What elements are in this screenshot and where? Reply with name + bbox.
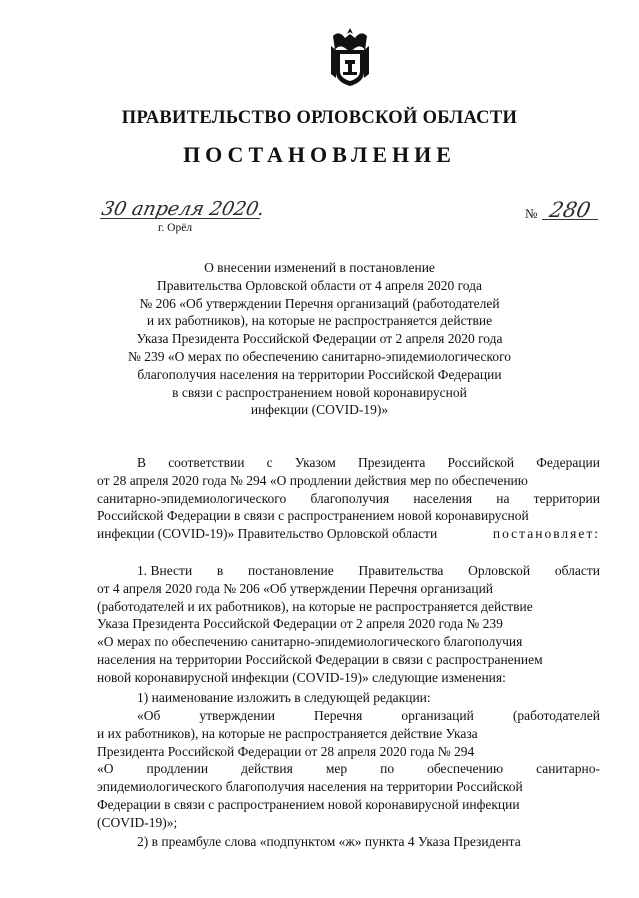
text-line (97, 598, 600, 616)
number-underline (542, 219, 598, 220)
coat-of-arms-icon (327, 26, 373, 90)
text-word: эпидемиологического благополучия населения на территории Российской (97, 779, 523, 795)
text-word: населения на территории Российской Федерации в связи с распространением (97, 651, 543, 667)
text-word: населения (413, 490, 473, 506)
document-type: ПОСТАНОВЛЕНИЕ (183, 142, 456, 167)
text-line (97, 454, 600, 472)
subject-line: Указа Президента Российской Федерации от 2 апреля 2020 года (136, 331, 503, 347)
text-line (97, 796, 600, 814)
text-word: на (496, 490, 510, 506)
text-word: (COVID-19)»; (97, 814, 178, 830)
text-word: Правительства (358, 563, 444, 578)
text-word: 2) в преамбуле слова «подпунктом «ж» пункта 4 Указа Президента (137, 834, 521, 849)
text-word: постановление (248, 563, 334, 578)
text-word: по (380, 761, 395, 777)
text-word: соответствии (168, 455, 245, 470)
handwritten-number: 280 (547, 198, 593, 222)
text-word: организаций (401, 708, 474, 723)
text-word: в (216, 563, 224, 578)
text-word: «О мерах по обеспечению санитарно-эпидемиологического благополучия (97, 634, 523, 650)
text-word: «Об (137, 708, 161, 723)
subject-line: О внесении изменений в постановление (204, 260, 435, 275)
text-word: 1. Внести (137, 563, 193, 578)
text-line (97, 633, 600, 651)
handwritten-date: 30 апреля 2020. (99, 198, 267, 220)
text-word: новой коронавирусной инфекции (COVID-19)» следующие изменения: (97, 669, 506, 685)
subject-line: № 239 «О мерах по обеспечению санитарно-эпидемиологического (127, 348, 512, 364)
subject-line: инфекции (COVID-19)» (250, 402, 389, 418)
date-underline (100, 218, 260, 219)
text-line (97, 525, 600, 543)
text-word: Президента Российской Федерации от 28 апреля 2020 года № 294 (97, 743, 475, 759)
sub-item-1-intro-text: 1) наименование изложить в следующей редакции: (137, 690, 431, 705)
text-word: Президента (358, 455, 426, 470)
text-word: (работодателей (512, 708, 600, 723)
text-line (97, 472, 600, 490)
text-line (97, 615, 600, 633)
text-word: санитарно-эпидемиологического (97, 490, 287, 506)
text-line (97, 580, 600, 598)
text-word: Федерации в связи с распространением новой коронавирусной инфекции (97, 796, 520, 812)
text-word: Российской Федерации в связи с распространением новой коронавирусной (97, 508, 529, 524)
text-line (97, 669, 600, 687)
text-line (97, 562, 600, 580)
text-word: благополучия (310, 490, 390, 506)
text-word: Федерации (536, 455, 600, 470)
text-line (97, 725, 600, 743)
text-line (97, 490, 600, 508)
text-word: утверждении (199, 708, 275, 723)
sub-item-2-text (97, 833, 600, 851)
subject-line: Правительства Орловской области от 4 апреля 2020 года (156, 277, 483, 293)
text-word: действия (241, 761, 293, 777)
subject-line: № 206 «Об утверждении Перечня организаций (работодателей (139, 295, 500, 311)
sub-item-1-intro (97, 689, 600, 707)
text-word: постановляет: (492, 526, 600, 542)
text-line (97, 651, 600, 669)
text-word: В (137, 455, 147, 470)
text-word: и их работников), на которые не распространяется действие Указа (97, 725, 478, 741)
document-subject (0, 259, 639, 419)
text-word: Указа Президента Российской Федерации от 2 апреля 2020 года № 239 (97, 616, 503, 632)
number-sign: № (525, 206, 538, 221)
subject-line: и их работников), на которые не распространяется действие (146, 313, 493, 329)
text-line (97, 707, 600, 725)
text-word: территории (533, 490, 600, 506)
text-word: от 4 апреля 2020 года № 206 «Об утверждении Перечня организаций (97, 580, 494, 596)
text-word: Указом (294, 455, 336, 470)
text-word: санитарно- (536, 761, 600, 777)
item-1-paragraph (97, 562, 600, 687)
text-word: продлении (146, 761, 209, 777)
subject-line: благополучия населения на территории Российской Федерации (137, 366, 502, 382)
text-line (97, 743, 600, 761)
text-line (97, 507, 600, 525)
text-word: Перечня (313, 708, 363, 723)
text-line (97, 760, 600, 778)
sub-item-1-text (97, 707, 600, 832)
text-word: мер (325, 761, 348, 777)
text-line (97, 778, 600, 796)
text-word: от 28 апреля 2020 года № 294 «О продлении действия мер по обеспечению (97, 472, 528, 488)
text-word: с (266, 455, 273, 470)
government-name: ПРАВИТЕЛЬСТВО ОРЛОВСКОЙ ОБЛАСТИ (121, 108, 518, 128)
text-word: Орловской (468, 563, 531, 578)
preamble-paragraph (97, 454, 600, 543)
subject-line: в связи с распространением новой коронавирусной (172, 384, 467, 400)
text-line (97, 814, 600, 832)
text-word: области (554, 563, 600, 578)
text-word: обеспечению (427, 761, 504, 777)
text-word: «О (97, 761, 114, 777)
text-line (97, 833, 600, 851)
city-label: г. Орёл (158, 222, 193, 234)
text-word: Российской (447, 455, 515, 470)
text-word: (работодателей и их работников), на которые не распространяется действие (97, 598, 533, 614)
text-word: инфекции (COVID-19)» Правительство Орловской области (97, 526, 438, 542)
